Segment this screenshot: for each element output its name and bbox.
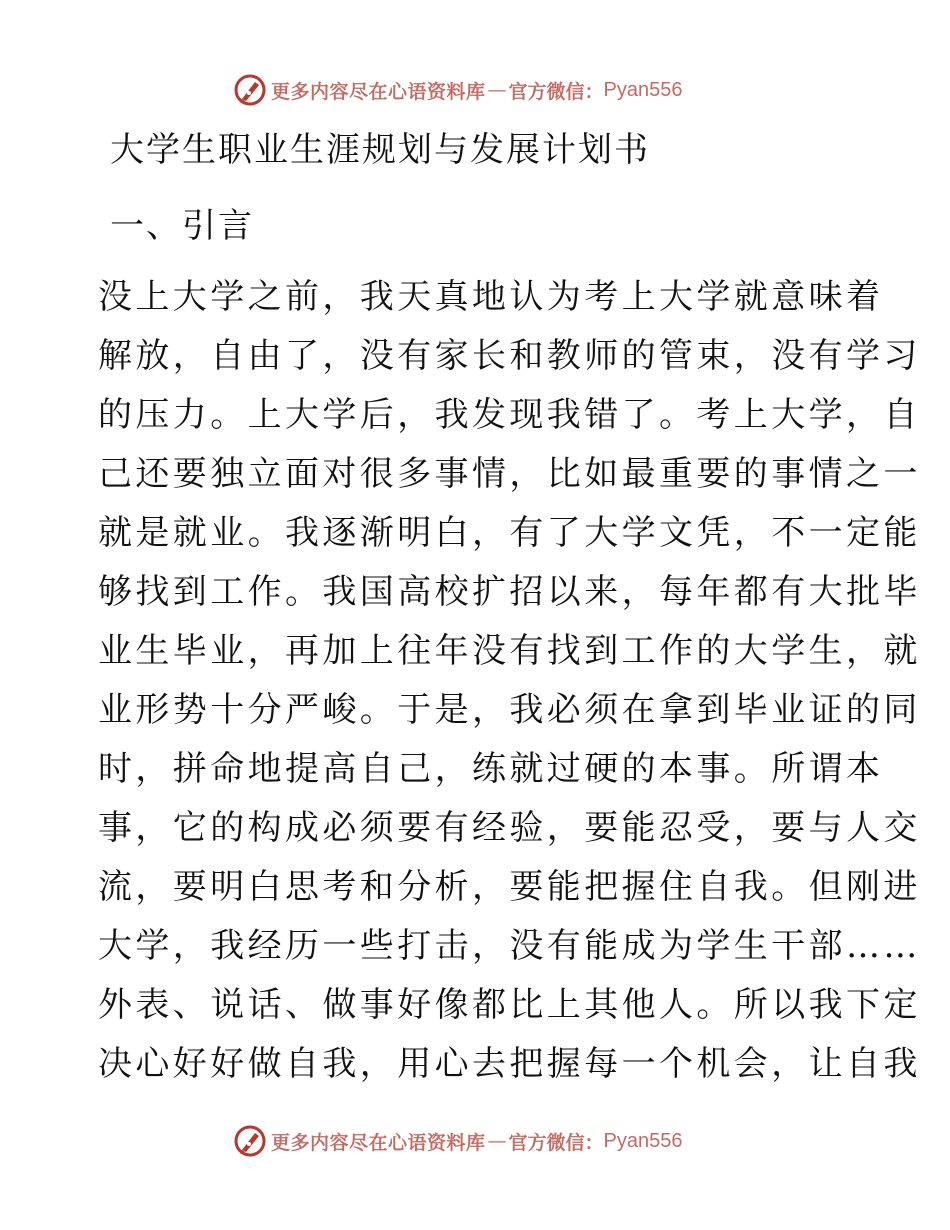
watermark-wechat-label: 官方微信：: [508, 1131, 604, 1154]
body-line: 外表、说话、做事好像都比上其他人。所以我下定: [98, 985, 921, 1025]
body-line: 业形势十分严峻。于是，我必须在拿到毕业证的同: [98, 690, 921, 730]
body-line: 时，拼命地提高自己，练就过硬的本事。所谓本: [98, 749, 884, 789]
section-heading: 一、引言: [110, 206, 254, 246]
watermark-text: 更多内容尽在心语资料库: [271, 1131, 486, 1154]
body-line: 业生毕业，再加上往年没有找到工作的大学生，就: [98, 631, 921, 671]
body-line: 够找到工作。我国高校扩招以来，每年都有大批毕: [98, 572, 921, 612]
pen-circle-logo-icon: [233, 73, 267, 107]
header-watermark: [233, 70, 683, 110]
body-line: 的压力。上大学后，我发现我错了。考上大学，自: [98, 395, 921, 435]
body-paragraph: [98, 268, 921, 1094]
watermark-dash: —: [487, 79, 507, 101]
watermark-dash: —: [487, 1130, 507, 1152]
footer-watermark: [233, 1121, 683, 1161]
body-line: 没上大学之前，我天真地认为考上大学就意味着: [98, 277, 884, 317]
pen-circle-logo-icon: [233, 1124, 267, 1158]
watermark-wechat-id: Pyan556: [603, 1129, 683, 1152]
body-line: 己还要独立面对很多事情，比如最重要的事情之一: [98, 454, 921, 494]
body-line: 流，要明白思考和分析，要能把握住自我。但刚进: [98, 867, 921, 907]
body-line: 就是就业。我逐渐明白，有了大学文凭，不一定能: [98, 513, 921, 553]
body-line: 解放，自由了，没有家长和教师的管束，没有学习: [98, 336, 921, 376]
document-title: 大学生职业生涯规划与发展计划书: [110, 130, 650, 170]
watermark-wechat-label: 官方微信：: [508, 80, 604, 103]
watermark-text: 更多内容尽在心语资料库: [271, 80, 486, 103]
body-line: 决心好好做自我，用心去把握每一个机会，让自我: [98, 1044, 921, 1084]
watermark-wechat-id: Pyan556: [603, 78, 683, 101]
body-line: 大学，我经历一些打击，没有能成为学生干部……: [98, 926, 921, 966]
body-line: 事，它的构成必须要有经验，要能忍受，要与人交: [98, 808, 921, 848]
